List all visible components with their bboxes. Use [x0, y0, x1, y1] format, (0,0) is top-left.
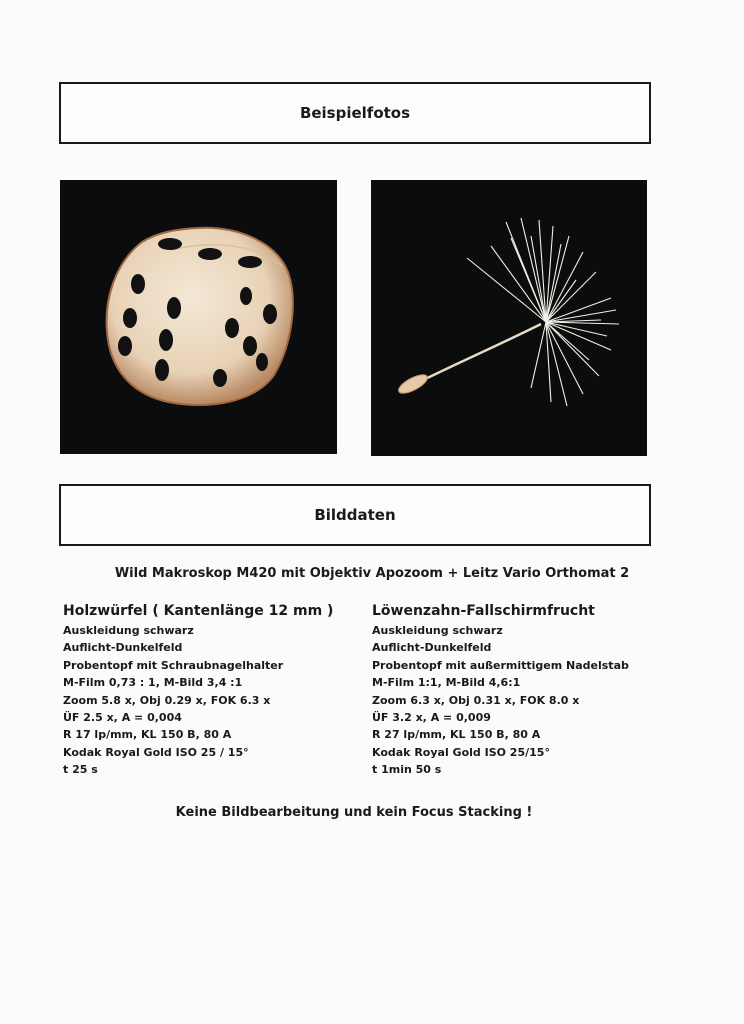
data-box [59, 484, 651, 546]
right-line: Kodak Royal Gold ISO 25/15° [372, 745, 550, 759]
right-line: Auflicht-Dunkelfeld [372, 641, 492, 655]
left-line: Probentopf mit Schraubnagelhalter [63, 658, 284, 672]
right-heading: Löwenzahn-Fallschirmfrucht [372, 603, 595, 619]
data-title: Bilddaten [314, 506, 396, 524]
right-line: Auskleidung schwarz [372, 624, 503, 637]
header-box [59, 82, 651, 144]
left-line: R 17 lp/mm, KL 150 B, 80 A [63, 728, 232, 742]
right-line: M-Film 1:1, M-Bild 4,6:1 [372, 676, 521, 690]
dandelion-image [371, 180, 647, 456]
left-line: Zoom 5.8 x, Obj 0.29 x, FOK 6.3 x [63, 693, 271, 707]
footer-note: Keine Bildbearbeitung und kein Focus Stacking ! [175, 805, 533, 820]
dandelion-photo [371, 180, 647, 456]
dice-photo [60, 180, 337, 454]
right-line: ÜF 3.2 x, A = 0,009 [372, 711, 491, 725]
left-line: Kodak Royal Gold ISO 25 / 15° [63, 745, 249, 759]
left-column [63, 603, 333, 779]
dice-image [60, 180, 337, 454]
left-line: Auskleidung schwarz [63, 624, 194, 637]
left-heading: Holzwürfel ( Kantenlänge 12 mm ) [63, 603, 334, 619]
right-line: Probentopf mit außermittigem Nadelstab [372, 658, 629, 672]
left-line: t 25 s [63, 763, 98, 777]
header-title: Beispielfotos [299, 104, 411, 122]
right-line: R 27 lp/mm, KL 150 B, 80 A [372, 728, 541, 742]
right-line: Zoom 6.3 x, Obj 0.31 x, FOK 8.0 x [372, 693, 580, 707]
left-line: Auflicht-Dunkelfeld [63, 641, 183, 655]
equipment-subtitle: Wild Makroskop M420 mit Objektiv Apozoom + Leitz Vario Orthomat 2 [114, 566, 630, 581]
left-line: ÜF 2.5 x, A = 0,004 [63, 711, 182, 725]
right-line: t 1min 50 s [372, 763, 442, 777]
left-line: M-Film 0,73 : 1, M-Bild 3,4 :1 [63, 676, 243, 690]
right-column [372, 603, 629, 779]
